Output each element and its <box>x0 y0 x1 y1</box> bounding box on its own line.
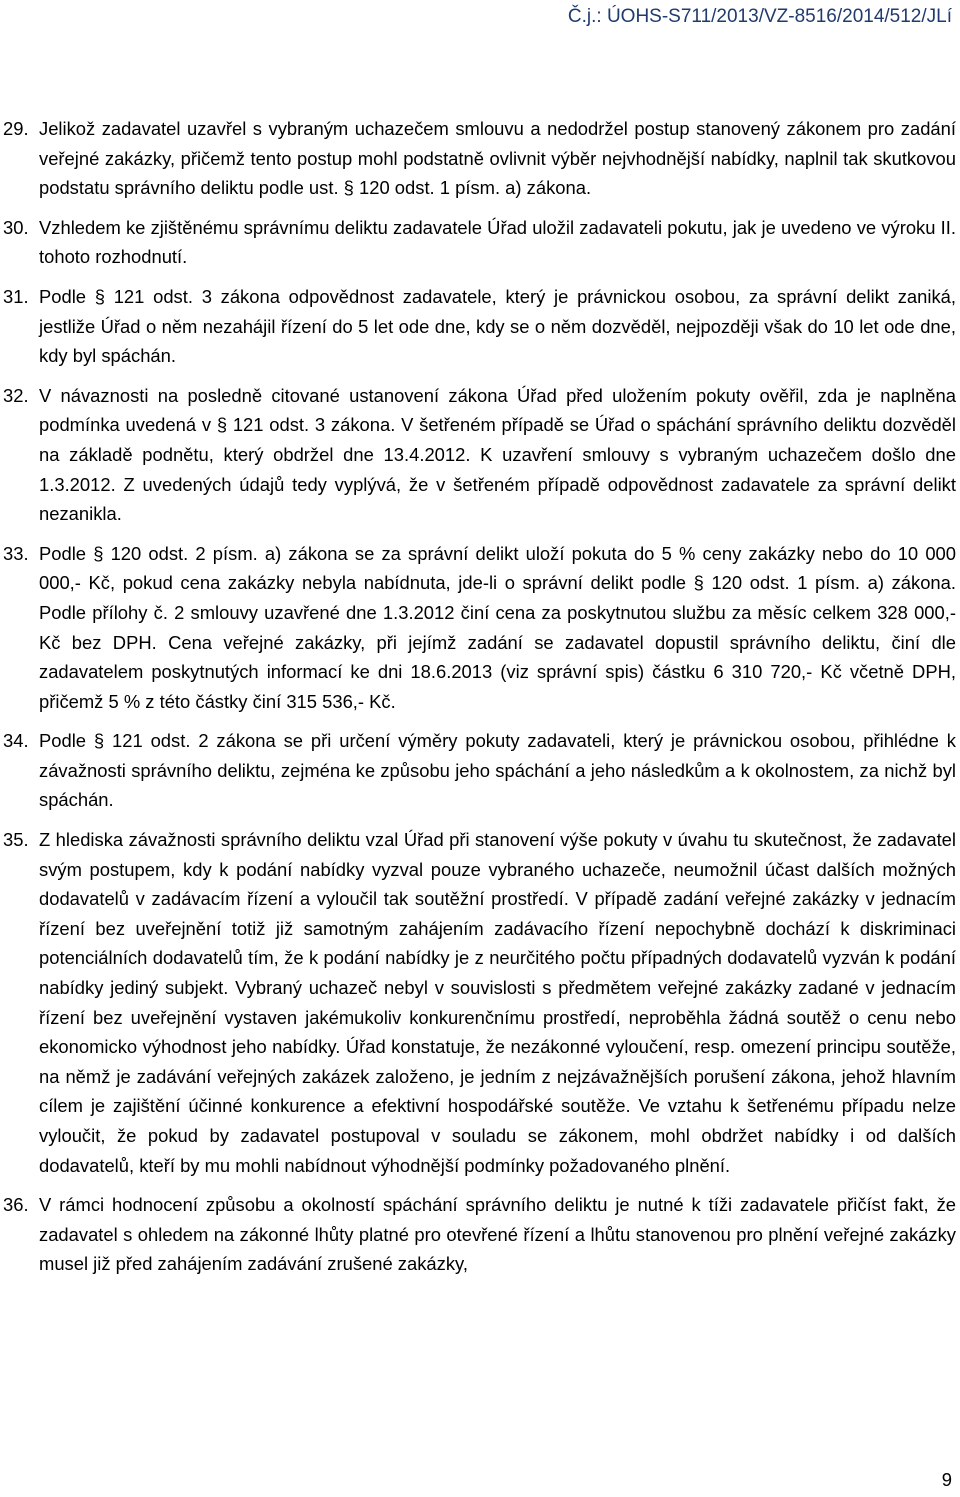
paragraph-number: 30. <box>3 216 29 238</box>
paragraph-text: Z hlediska závažnosti správního deliktu vzal Úřad při stanovení výše pokuty v úvahu tu skutečnost, že zadavatel svým postupem, kdy k podání nabídky vyzval pouze vybraného uchazeče, neumožnil účast dalších možných dodavatelů v zadávacím řízení a vyloučil tak soutěžní prostředí. V případě zadání veřejné zakázky v jednacím řízení bez uveřejnění totiž již samotným zahájením zadávacího řízení nepochybně dochází k diskriminaci potenciálních dodavatelů tím, že k podání nabídky je z neurčitého počtu případných dodavatelů vyzván k podání nabídky jediný subjekt. Vybraný uchazeč nebyl v souvislosti s předmětem veřejné zakázky zadané v jednacím řízení bez uveřejnění vystaven jakémukoliv konkurenčnímu prostředí, neproběhla žádná soutěž o cenu nebo ekonomicko výhodnost jeho nabídky. Úřad konstatuje, že nezákonné vyloučení, resp. omezení principu soutěže, na němž je zadávání veřejných zakázek založeno, je jedním z nejzávažnějších porušení zákona, jehož hlavním cílem je zajištění účinné konkurence a efektivní hospodářské soutěže. Ve vztahu k šetřenému případu nelze vyloučit, že pokud by zadavatel postupoval v souladu se zákonem, mohl obdržet nabídky i od dalších dodavatelů, kteří by mu mohli nabídnout výhodnější podmínky požadovaného plnění. <box>39 829 956 1176</box>
paragraph-29 <box>0 114 958 203</box>
paragraph-30 <box>0 213 958 272</box>
document-body <box>0 114 958 1289</box>
paragraph-number: 34. <box>3 730 29 752</box>
paragraph-text: Podle § 121 odst. 2 zákona se při určení výměry pokuty zadavateli, který je právnickou osobou, přihlédne k závažnosti správního deliktu, zejména ke způsobu jeho spáchání a jeho následkům a k okolnostem, za nichž byl spáchán. <box>39 730 956 811</box>
paragraph-text: Jelikož zadavatel uzavřel s vybraným uchazečem smlouvu a nedodržel postup stanovený zákonem pro zadání veřejné zakázky, přičemž tento postup mohl podstatně ovlivnit výběr nejvhodnější nabídky, naplnil tak skutkovou podstatu správního deliktu podle ust. § 120 odst. 1 písm. a) zákona. <box>39 118 956 199</box>
paragraph-text: V rámci hodnocení způsobu a okolností spáchání správního deliktu je nutné k tíži zadavatele přičíst fakt, že zadavatel s ohledem na zákonné lhůty platné pro otevřené řízení a lhůtu stanovenou pro plnění veřejné zakázky musel již před zahájením zadávání zrušené zakázky, <box>39 1194 956 1275</box>
paragraph-31 <box>0 282 958 371</box>
paragraph-32 <box>0 381 958 529</box>
paragraph-text: Podle § 121 odst. 3 zákona odpovědnost zadavatele, který je právnickou osobou, za správní delikt zaniká, jestliže Úřad o něm nezahájil řízení do 5 let ode dne, kdy se o něm dozvěděl, nejpozději však do 10 let ode dne, kdy byl spáchán. <box>39 285 956 367</box>
page-number: 9 <box>941 1469 952 1490</box>
paragraph-text: V návaznosti na posledně citované ustanovení zákona Úřad před uložením pokuty ověřil, zda je naplněna podmínka uvedená v § 121 odst. 3 zákona. V šetřeném případě se Úřad o spáchání správního deliktu dozvěděl na základě podnětu, který obdržel dne 13.4.2012. K uzavření smlouvy s vybraným uchazečem došlo dne 1.3.2012. Z uvedených údajů tedy vyplývá, že v šetřeném případě odpovědnost zadavatele za správní delikt nezanikla. <box>39 384 956 525</box>
paragraph-number: 35. <box>3 829 29 851</box>
paragraph-number: 32. <box>3 384 29 406</box>
paragraph-36 <box>0 1190 958 1279</box>
paragraph-text: Podle § 120 odst. 2 písm. a) zákona se za správní delikt uloží pokuta do 5 % ceny zakázky nebo do 10 000 000,- Kč, pokud cena zakázky nebyla nabídnuta, jde-li o správní delikt podle § 120 odst. 1 písm. a) zákona. Podle přílohy č. 2 smlouvy uzavřené dne 1.3.2012 činí cena za poskytnutou službu za měsíc celkem 328 000,- Kč bez DPH. Cena veřejné zakázky, při jejímž zadání se zadavatel dopustil správního deliktu, činí dle zadavatelem poskytnutých informací ke dni 18.6.2013 (viz správní spis) částku 6 310 720,- Kč včetně DPH, přičemž 5 % z této částky činí 315 536,- Kč. <box>39 542 956 712</box>
paragraph-number: 31. <box>3 285 29 307</box>
paragraph-33 <box>0 539 958 717</box>
paragraph-number: 29. <box>3 118 29 139</box>
paragraph-34 <box>0 726 958 815</box>
paragraph-number: 33. <box>3 542 29 564</box>
paragraph-text: Vzhledem ke zjištěnému správnímu deliktu zadavatele Úřad uložil zadavateli pokutu, jak je uvedeno ve výroku II. tohoto rozhodnutí. <box>39 216 956 268</box>
document-reference: Č.j.: ÚOHS-S711/2013/VZ-8516/2014/512/JLí <box>567 6 952 27</box>
paragraph-number: 36. <box>3 1194 29 1216</box>
paragraph-35 <box>0 825 958 1180</box>
